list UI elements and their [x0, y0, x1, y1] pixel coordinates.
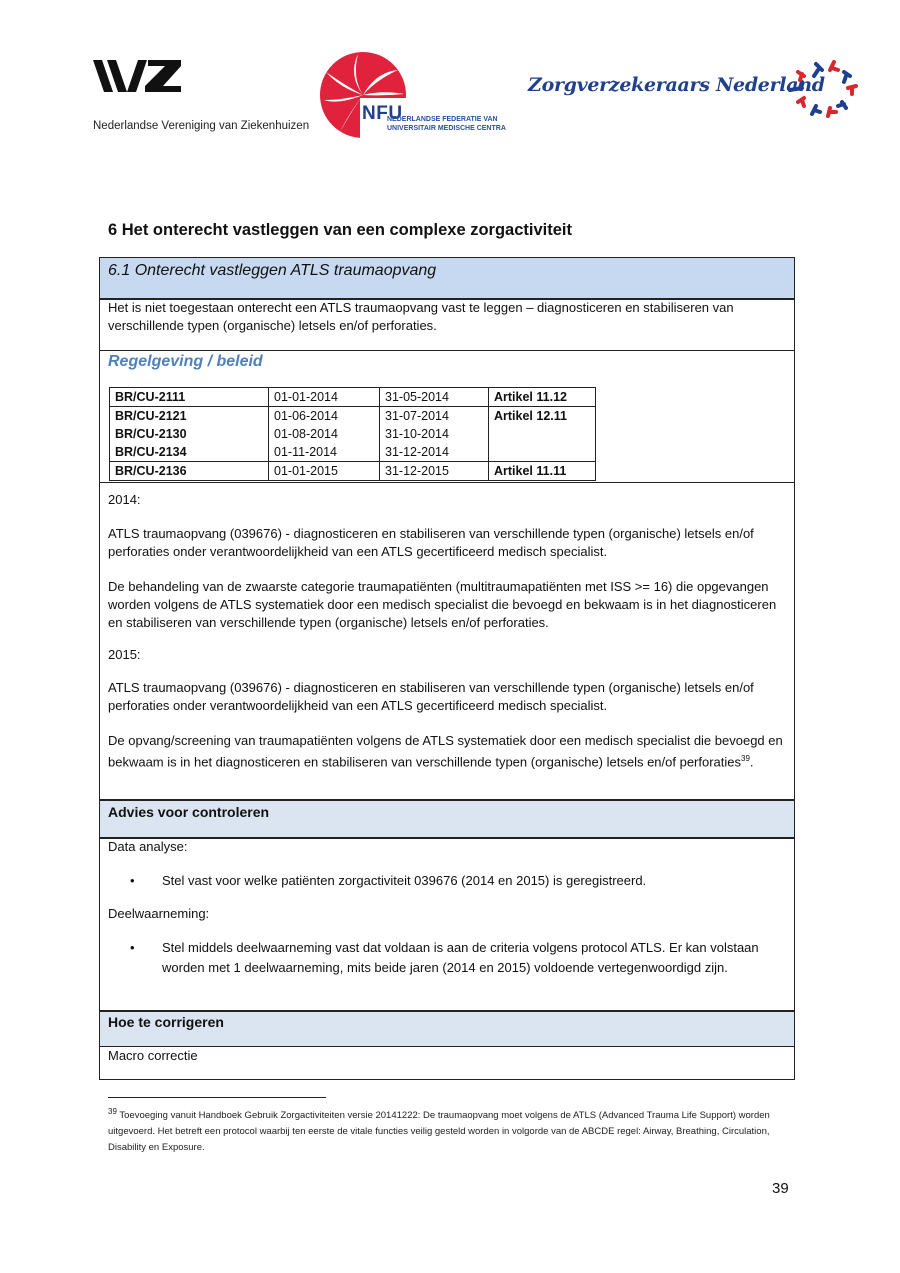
start-date: 01-01-2015 — [269, 462, 380, 481]
deelwaarneming-bullet: Stel middels deelwaarneming vast dat voldaan is aan de criteria volgens protocol ATLS. Er kan volstaan worden met 1 deelwaarneming, mits beide jaren (2014 en 2015) voldoende vertegenwoordigd zijn. — [162, 940, 759, 975]
regelgeving-title: Regelgeving / beleid — [108, 353, 263, 370]
intro-text: Het is niet toegestaan onterecht een ATLS traumaopvang vast te leggen – diagnosticeren en stabiliseren van verschillende typen (organische) letsels en/of perforaties. — [108, 300, 734, 333]
zn-figures-ring-icon — [786, 56, 864, 122]
advies-band — [100, 801, 794, 837]
rule-code: BR/CU-2121 — [115, 409, 187, 423]
p-2015-description-text: De opvang/screening van traumapatiënten volgens de ATLS systematiek door een medisch specialist die bevoegd en bekwaam is in het diagnosticeren en stabiliseren van verschillende typen (organische) letsels en/of perforaties — [108, 733, 783, 770]
section-title-band — [100, 258, 794, 298]
table-row — [110, 388, 596, 407]
p-2014-definition: ATLS traumaopvang (039676) - diagnosticeren en stabiliseren van verschillende typen (organische) letsels en/of perforaties onder verantwoordelijkheid van een ATLS gecertificeerd medisch specialist. — [108, 526, 754, 559]
corrigeren-title: Hoe te corrigeren — [108, 1014, 224, 1030]
bullet-icon: • — [130, 940, 135, 955]
end-date: 31-12-2015 — [380, 462, 489, 481]
article: Artikel 11.12 — [489, 388, 596, 407]
footnote-separator — [108, 1097, 326, 1098]
rule-codes — [110, 407, 269, 462]
rule-code: BR/CU-2134 — [115, 445, 187, 459]
period: . — [749, 754, 754, 770]
chapter-heading: 6 Het onterecht vastleggen van een complexe zorgactiviteit — [108, 221, 572, 239]
corrigeren-text: Macro correctie — [108, 1048, 198, 1063]
divider — [100, 837, 794, 839]
article: Artikel 11.11 — [489, 462, 596, 481]
year-2014-label: 2014: — [108, 492, 141, 507]
footnote — [108, 1104, 798, 1156]
p-2015-description — [108, 732, 792, 771]
start-date: 01-08-2014 — [274, 427, 338, 441]
divider — [100, 350, 794, 351]
deelwaarneming-label: Deelwaarneming: — [108, 906, 210, 921]
p-2015-definition: ATLS traumaopvang (039676) - diagnosticeren en stabiliseren van verschillende typen (organische) letsels en/of perforaties onder verantwoordelijkheid van een ATLS gecertificeerd medisch specialist. — [108, 680, 754, 713]
table-row — [110, 407, 596, 462]
end-date: 31-05-2014 — [380, 388, 489, 407]
divider — [100, 482, 794, 483]
page-number: 39 — [772, 1180, 789, 1197]
end-date: 31-12-2014 — [385, 445, 449, 459]
divider — [100, 1046, 794, 1047]
nfu-subtitle — [387, 115, 506, 133]
start-date: 01-01-2014 — [269, 388, 380, 407]
footnote-number: 39 — [108, 1107, 117, 1116]
data-analyse-bullet: Stel vast voor welke patiënten zorgactiviteit 039676 (2014 en 2015) is geregistreerd. — [162, 873, 647, 888]
bullet-icon: • — [130, 873, 135, 888]
rule-code: BR/CU-2111 — [110, 388, 269, 407]
corrigeren-band — [100, 1012, 794, 1046]
nfu-abbr: NFU — [362, 103, 403, 124]
rule-code: BR/CU-2136 — [110, 462, 269, 481]
zn-logo-text: Zorgverzekeraars Nederland — [528, 74, 825, 96]
section-title: 6.1 Onterecht vastleggen ATLS traumaopvang — [108, 262, 437, 279]
p-2014-description: De behandeling van de zwaarste categorie traumapatiënten (multitraumapatiënten met ISS >= 16) die opgevangen worden volgens de ATLS systematiek door een medisch specialist die bevoegd en bekwaam is in het diagnosticeren en stabiliseren van verschillende typen (organische) letsels en/of perforaties. — [108, 579, 777, 630]
footnote-text: Toevoeging vanuit Handboek Gebruik Zorgactiviteiten versie 20141222: De traumaopvang moet volgens de ATLS (Advanced Trauma Life Support) worden uitgevoerd. Het betreft een protocol waarbij ten eerste de vitale functies veilig gesteld worden in volgorde van de ABCDE regel: Airway, Breathing, Circulation, Disability en Exposure. — [108, 1110, 770, 1154]
advies-title: Advies voor controleren — [108, 804, 270, 820]
start-date: 01-06-2014 — [274, 409, 338, 423]
end-dates — [380, 407, 489, 462]
year-2015-label: 2015: — [108, 647, 141, 662]
regelgeving-table — [109, 387, 596, 481]
nfu-subtitle-line1: NEDERLANDSE FEDERATIE VAN — [387, 116, 498, 123]
start-date: 01-11-2014 — [274, 445, 338, 459]
end-date: 31-10-2014 — [385, 427, 449, 441]
nfu-subtitle-line2: UNIVERSITAIR MEDISCHE CENTRA — [387, 125, 506, 132]
rule-code: BR/CU-2130 — [115, 427, 187, 441]
nvz-caption: Nederlandse Vereniging van Ziekenhuizen — [93, 120, 310, 132]
end-date: 31-07-2014 — [385, 409, 449, 423]
table-row — [110, 462, 596, 481]
article: Artikel 12.11 — [489, 407, 596, 462]
footnote-ref[interactable]: 39 — [741, 754, 750, 763]
data-analyse-label: Data analyse: — [108, 839, 188, 854]
rule-box — [99, 257, 795, 1080]
nvz-logo-icon — [93, 58, 183, 94]
start-dates — [269, 407, 380, 462]
